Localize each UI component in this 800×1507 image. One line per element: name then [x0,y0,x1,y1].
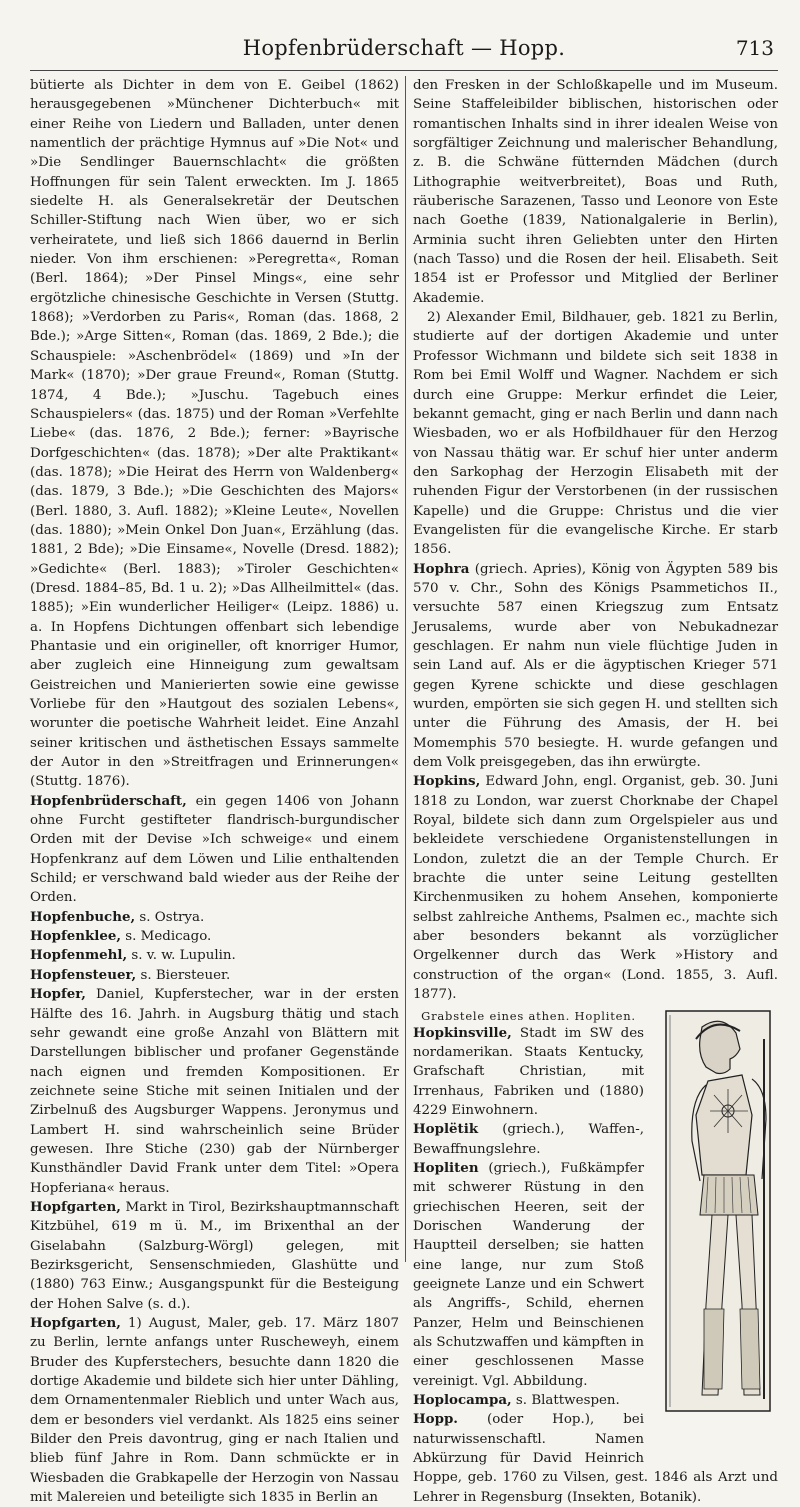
entry-headword: Hopfenbuche, [30,908,136,925]
entry-headword: Hopfer, [30,986,86,1003]
entry-hopfenbruederschaft [30,792,399,908]
entry-headword: Hopfenbrüderschaft, [30,792,187,809]
entry-hopfenklee [30,927,399,946]
paragraph: bütierte als Dichter in dem von E. Geibel (1862) herausgegebenen »Münchener Dichterbuch« mit einer Reihe von Liedern und Balladen, unter denen namentlich der prächtige Hymnus auf »Die Not« und »Die Sendlinger Bauernschlacht« die größten Hoffnungen für sein Talent erweckten. Im J. 1865 siedelte H. als Generalsekretär der Deutschen Schiller-Stiftung nach Wien über, wo er sich verheiratete, und ließ sich 1866 dauernd in Berlin nieder. Von ihm erschienen: »Peregretta«, Roman (Berl. 1864); »Der Pinsel Mings«, eine sehr ergötzliche chinesische Geschichte in Versen (Stuttg. 1868); »Verdorben zu Paris«, Roman (das. 1868, 2 Bde.); »Arge Sitten«, Roman (das. 1869, 2 Bde.); die Schauspiele: »Aschenbrödel« (1869) und »In der Mark« (1870); »Der graue Freund«, Roman (Stuttg. 1874, 4 Bde.); »Juschu. Tagebuch eines Schauspielers« (das. 1875) und der Roman »Verfehlte Liebe« (das. 1876, 2 Bde.); ferner: »Bayrische Dorfgeschichten« (das. 1878); »Der alte Praktikant« (das. 1878); »Die Heirat des Herrn von Waldenberg« (das. 1879, 3 Bde.); »Die Geschichten des Majors« (Berl. 1880, 3. Aufl. 1882); »Kleine Leute«, Novellen (das. 1880); »Mein Onkel Don Juan«, Erzählung (das. 1881, 2 Bde); »Die Einsame«, Novelle (Dresd. 1882); »Gedichte« (Berl. 1883); »Tiroler Geschichten« (Dresd. 1884–85, Bd. 1 u. 2); »Das Allheilmittel« (das. 1885); »Ein wunderlicher Heiliger« (Leipz. 1886) u. a. In Hopfens Dichtungen offenbart sich lebendige Phantasie und ein origineller, oft knorriger Humor, aber zugleich eine Hinneigung zum gewaltsam Geistreichen und Manierierten sowie eine gewisse Vorliebe für den »Hautgout des sozialen Lebens«, worunter die poetische Wahrheit leidet. Eine Anzahl seiner kritischen und ästhetischen Essays sammelte der Autor in den »Streitfragen und Erinnerungen« (Stuttg. 1876). [30,78,399,790]
entry-hopkins [413,772,778,1004]
entry-hopfensteuer [30,966,399,985]
entry-headword: Hophra [413,560,470,577]
header-rule [30,70,778,71]
figure-caption: Grabstele eines athen. Hopliten. [421,1008,636,1023]
entry-text: 1) August, Maler, geb. 17. März 1807 zu Berlin, lernte anfangs unter Ruscheweyh, einem Bruder des Kupferstechers, besuchte dann 1820 die dortige Akademie und bildete sich hier unter Dähling, dem Ornamentenmaler Rieblich und unter Wach aus, dem er besonders viel verdankt. Als 1825 eins seiner Bilder den Preis davontrug, ging er nach Italien und blieb fünf Jahre in Rom. Dann schmückte er in Wiesbaden die Grabkapelle der Herzogin von Nassau mit Malereien und beteiligte sich 1835 in Berlin an [30,1316,399,1506]
entry-text: (griech. Apries), König von Ägypten 589 bis 570 v. Chr., Sohn des Königs Psammetichos II., versuchte 587 einen Kriegszug zum Entsatz Jerusalems, wurde aber von Nebukadnezar geschlagen. Er nahm nun viele flüchtige Juden in sein Land auf. Als er die ägyptischen Krieger 571 gegen Kyrene schickte und diese geschlagen wurden, empörten sie sich gegen H. und stellten sich unter die Führung des Amasis, der H. bei Momemphis 570 besiegte. H. wurde gefangen und dem Volk preisgegeben, das ihn erwürgte. [413,561,778,771]
hoplite-stele-icon [652,1009,780,1414]
entry-headword: Hopfenklee, [30,928,122,945]
entry-text: s. Biersteuer. [136,967,231,983]
entry-headword: Hopliten [413,1159,479,1176]
entry-text: s. v. w. Lupulin. [127,948,236,964]
entry-hopfgarten-markt [30,1198,399,1314]
entry-text: Edward John, engl. Organist, geb. 30. Juni 1818 zu London, war zuerst Chorknabe der Chapel Royal, bildete sich dann zum Orgelspieler aus und bekleidete verschiedene Organistenstellungen in London, zuletzt die an der Temple Church. Er brachte die unter seine Leitung gestellten Kirchenmusiken zu hohem Ansehen, komponierte selbst zahlreiche Anthems, Psalmen ec., machte sich aber besonders bekannt als vorzüglicher Orgelkenner durch das Werk »History and construction of the organ« (Lond. 1855, 3. Aufl. 1877). [413,774,778,1003]
entry-hopfer [30,985,399,1198]
paragraph: 2) Alexander Emil, Bildhauer, geb. 1821 zu Berlin, studierte auf der dortigen Akademie und unter Professor Wichmann und bildete sich seit 1838 in Rom bei Emil Wolff und Wagner. Nachdem er sich durch eine Gruppe: Merkur erfindet die Leier, bekannt gemacht, ging er nach Berlin und dann nach Wiesbaden, wo er als Hofbildhauer für den Herzog von Nassau thätig war. Er schuf hier unter anderm den Sarkophag der Herzogin Elisabeth mit der ruhenden Figur der Verstorbenen (in der russischen Kapelle) und die Gruppe: Christus und die vier Evangelisten für die evangelische Kirche. Er starb 1856. [413,310,778,558]
entry-headword: Hopfenmehl, [30,947,128,964]
entry-text: (griech.), Fußkämpfer mit schwerer Rüstung in den griechischen Heeren, seit der Dorischen Wanderung der Hauptteil derselben; sie hatten eine lange, nur zum Stoß geeignete Lanze und ein Schwert als Angriffs-, Schild, ehernen Panzer, Helm und Beinschienen als Schutzwaffen und kämpften in einer geschlossenen Masse vereinigt. Vgl. Abbildung. [413,1160,645,1389]
page-number: 713 [735,36,774,60]
column-divider [405,76,406,1262]
entry-text: ein gegen 1406 von Johann ohne Furcht gestifteter flandrisch-burgundischer Orden mit der Devise »Ich schweige« und einem Hopfenkranz auf dem Löwen und Lilie enthaltenden Schild; er verschwand bald wieder aus der Reihe der Orden. [30,793,399,906]
entry-headword: Hopfensteuer, [30,966,137,983]
entry-text: s. Ostrya. [135,909,205,925]
entry-text: s. Medicago. [121,929,212,945]
entry-hopfenbuche [30,908,399,927]
entry-hophra [413,560,778,773]
entry-headword: Hopkinsville, [413,1024,512,1041]
entry-hopfgarten-personen [30,1314,399,1507]
entry-text: (oder Hop.), bei naturwissenschaftl. Namen Abkürzung für David Heinrich Hoppe, geb. 1760 zu Vilsen, gest. 1846 als Arzt und Lehrer in Regensburg (Insekten, Botanik). [413,1412,778,1505]
entry-text: Stadt im SW des nordamerikan. Staats Kentucky, Grafschaft Christian, mit Irrenhaus, Fabriken und (1880) 4229 Einwohnern. [413,1025,644,1118]
right-column [413,76,778,1505]
entry-headword: Hoplocampa, [413,1392,512,1409]
running-header [30,36,778,70]
entry-headword: Hoplëtik [413,1121,479,1138]
hoplite-stele-figure [652,1009,780,1449]
entry-headword: Hopfgarten, [30,1198,121,1215]
entry-text: Daniel, Kupferstecher, war in der ersten Hälfte des 16. Jahrh. in Augsburg thätig und stach sehr gewandt eine große Anzahl von Blättern mit Darstellungen biblischer und profaner Gegenstände nach eignen und fremden Kompositionen. Er zeichnete seine Stiche mit seinen Initialen und der Zirbelnuß des Augsburger Wappens. Jeronymus und Lambert H. sind wahrscheinlich seine Brüder gewesen. Ihre Stiche (230) gab der Nürnberger Kunsthändler David Frank unter dem Titel: »Opera Hopferiana« heraus. [30,987,399,1196]
entry-hopfenmehl [30,946,399,965]
entry-headword: Hopp. [413,1411,458,1428]
running-title: Hopfenbrüderschaft — Hopp. [242,36,566,60]
entry-text: s. Blattwespen. [511,1393,620,1409]
paragraph: den Fresken in der Schloßkapelle und im Museum. Seine Staffeleibilder biblischen, historischen oder romantischen Inhalts sind in ihrer idealen Weise von sorgfältiger Zeichnung und malerischer Behandlung, z. B. die Schwäne fütternden Mädchen (durch Lithographie weitverbreitet), Boas und Ruth, räuberische Sarazenen, Tasso und Leonore von Este nach Goethe (1839, Nationalgalerie in Berlin), Arminia sucht ihren Geliebten unter den Hirten (nach Tasso) und die Rosen der heil. Elisabeth. Seit 1854 ist er Professor und Mitglied der Berliner Akademie. [413,78,778,306]
entry-text: Markt in Tirol, Bezirkshauptmannschaft Kitzbühel, 619 m ü. M., im Brixenthal an der Giselabahn (Salzburg-Wörgl) gelegen, mit Bezirksgericht, Sensenschmieden, Glashütte und (1880) 763 Einw.; Ausgangspunkt für die Besteigung der Hohen Salve (s. d.). [30,1199,399,1312]
entry-headword: Hopfgarten, [30,1315,121,1331]
entry-text: (griech.), Waffen-, Bewaffnungslehre. [413,1122,644,1157]
left-column [30,76,399,1506]
entry-headword: Hopkins, [413,773,481,790]
